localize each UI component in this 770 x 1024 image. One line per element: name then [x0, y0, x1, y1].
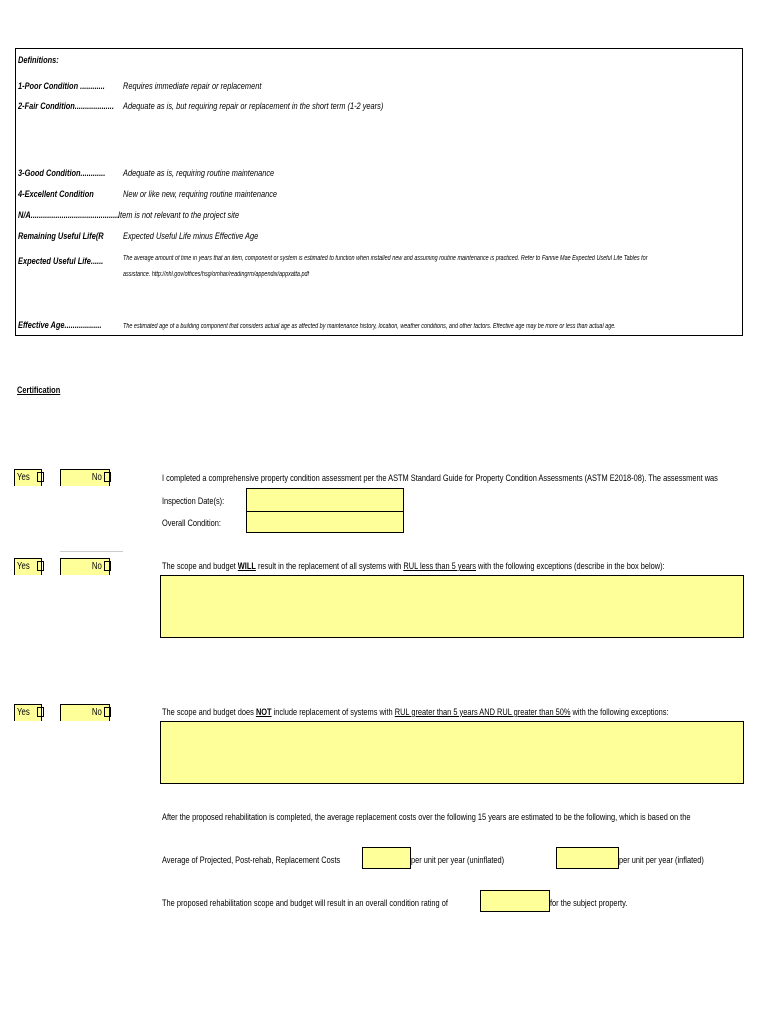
- inflated-label: per unit per year (inflated): [619, 855, 704, 866]
- no-option-3[interactable]: [60, 704, 110, 721]
- def-term-excellent: 4-Excellent Condition: [18, 189, 94, 200]
- no-checkbox-3[interactable]: [104, 707, 111, 717]
- scope-will-statement: [162, 561, 665, 572]
- def-desc-na: Item is not relevant to the project site: [118, 210, 240, 221]
- no-checkbox-1[interactable]: [104, 472, 111, 482]
- assessment-statement: I completed a comprehensive property condition assessment per the ASTM Standard Guide for Property Condition Assessments (ASTM E2018-08). The assessment was: [162, 473, 718, 484]
- def-term-eul: Expected Useful Life......: [18, 256, 104, 267]
- no-label: No: [92, 561, 102, 572]
- average-costs-label: Average of Projected, Post-rehab, Replacement Costs: [162, 855, 341, 866]
- def-desc-effective-age: The estimated age of a building component that considers actual age as affected by maintenance history, location, weather conditions, and other factors. Effective age may be more or less than actual age.: [123, 323, 616, 330]
- def-term-fair: 2-Fair Condition...................: [18, 101, 114, 112]
- def-desc-rul: Expected Useful Life minus Effective Age: [123, 231, 259, 242]
- def-term-effective-age: Effective Age..................: [18, 320, 102, 331]
- overall-condition-field[interactable]: [246, 511, 404, 533]
- yes-label: Yes: [17, 707, 30, 718]
- inspection-date-label: Inspection Date(s):: [162, 496, 225, 507]
- yes-checkbox-3[interactable]: [37, 707, 44, 717]
- yes-checkbox-2[interactable]: [37, 561, 44, 571]
- scope-not-statement: [162, 707, 669, 718]
- no-label: No: [92, 472, 102, 483]
- divider: [60, 551, 123, 552]
- yes-checkbox-1[interactable]: [37, 472, 44, 482]
- yes-label: Yes: [17, 472, 30, 483]
- exceptions-textbox-1[interactable]: [160, 575, 744, 638]
- no-label: No: [92, 707, 102, 718]
- scope-text: include replacement of systems with: [271, 707, 395, 718]
- uninflated-label: per unit per year (uninflated): [411, 855, 505, 866]
- inflated-cost-field[interactable]: [556, 847, 619, 869]
- def-term-na: N/A...........................................: [18, 210, 120, 221]
- overall-condition-label: Overall Condition:: [162, 518, 221, 529]
- replacement-cost-statement: After the proposed rehabilitation is completed, the average replacement costs over the following 15 years are estimated to be the following, which is based on the: [162, 812, 691, 823]
- inspection-date-field[interactable]: [246, 488, 404, 512]
- scope-text: with the following exceptions (describe in the box below):: [475, 561, 665, 572]
- def-desc-eul: The average amount of time in years that an item, component or system is estimated to function when installed new and assuming routine maintenance is practiced. Refer to Fannie Mae Expected Useful Life Tables for: [123, 255, 648, 262]
- scope-text: The scope and budget: [162, 561, 238, 572]
- def-desc-poor: Requires immediate repair or replacement: [123, 81, 262, 92]
- def-desc-fair: Adequate as is, but requiring repair or replacement in the short term (1-2 years): [123, 101, 384, 112]
- yes-label: Yes: [17, 561, 30, 572]
- def-desc-excellent: New or like new, requiring routine maintenance: [123, 189, 278, 200]
- definitions-heading: Definitions:: [18, 55, 59, 66]
- scope-text: The scope and budget does: [162, 707, 256, 718]
- def-term-rul: Remaining Useful Life(R: [18, 231, 104, 242]
- no-option-2[interactable]: [60, 558, 110, 575]
- def-term-poor: 1-Poor Condition ............: [18, 81, 105, 92]
- scope-text: result in the replacement of all systems with: [255, 561, 404, 572]
- will-emphasis: WILL: [237, 561, 256, 572]
- exceptions-textbox-2[interactable]: [160, 721, 744, 784]
- rul-greater-than-5: RUL greater than 5 years AND RUL greater than 50%: [394, 707, 571, 718]
- certification-heading: Certification: [17, 385, 61, 396]
- no-option-1[interactable]: [60, 469, 110, 486]
- uninflated-cost-field[interactable]: [362, 847, 411, 869]
- rul-less-than-5: RUL less than 5 years: [403, 561, 476, 572]
- not-emphasis: NOT: [255, 707, 272, 718]
- condition-rating-field[interactable]: [480, 890, 550, 912]
- def-term-good: 3-Good Condition............: [18, 168, 106, 179]
- condition-rating-statement: The proposed rehabilitation scope and budget will result in an overall condition rating of: [162, 898, 448, 909]
- def-desc-good: Adequate as is, requiring routine maintenance: [123, 168, 275, 179]
- no-checkbox-2[interactable]: [104, 561, 111, 571]
- rating-suffix: for the subject property.: [550, 898, 628, 909]
- scope-text: with the following exceptions:: [570, 707, 669, 718]
- def-desc-eul-link: assistance. http://nhl.gov/offices/hsg/omhar/readingrm/appendix/appxatta.pdf: [123, 271, 310, 278]
